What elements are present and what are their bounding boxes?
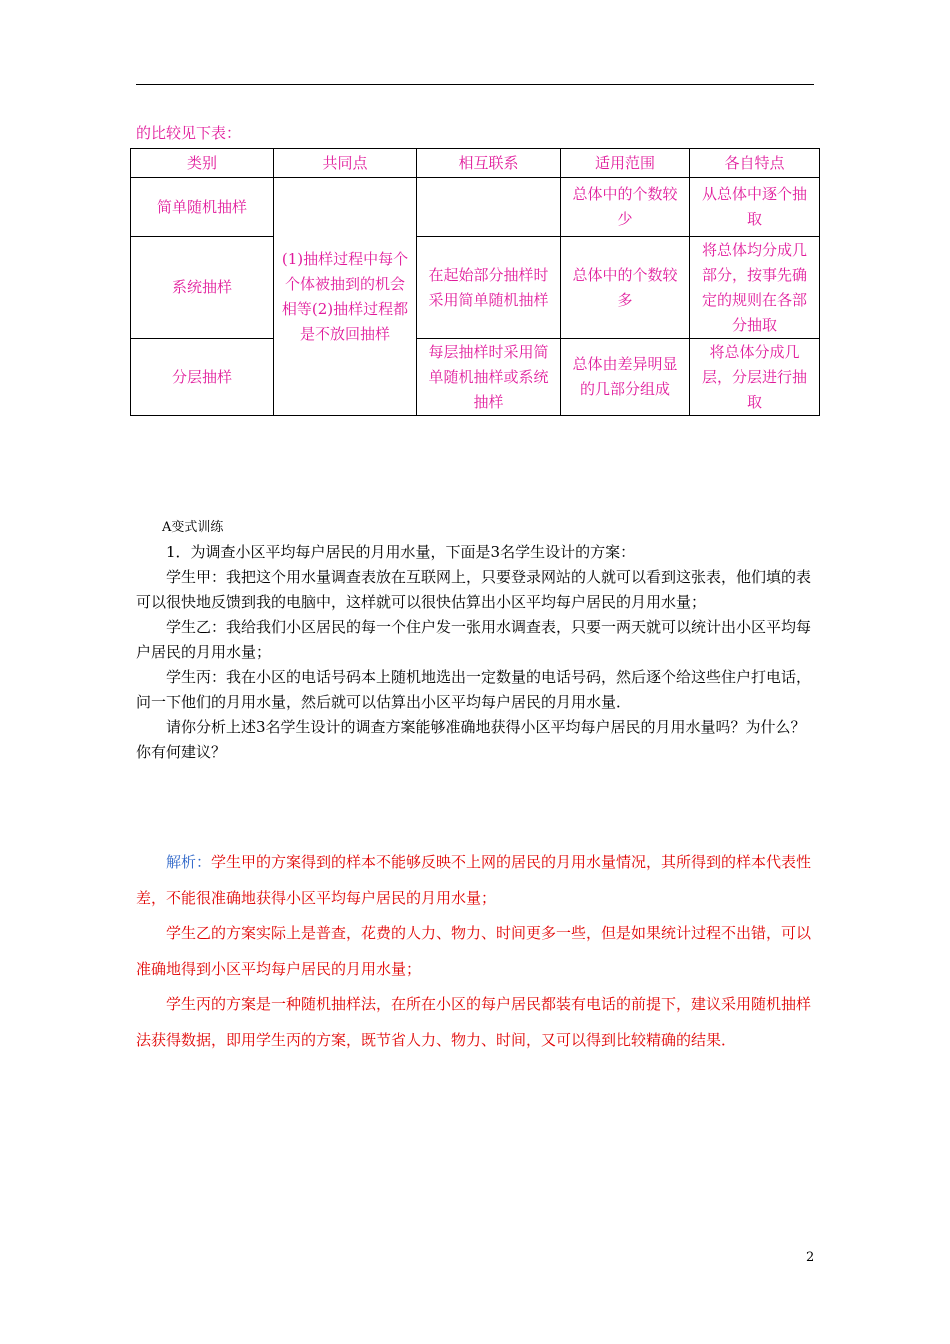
student-b-plan: 学生乙：我给我们小区居民的每一个住户发一张用水调查表，只要一两天就可以统计出小区平均每户居民的月用水量； [136,618,812,661]
table-cell-scope: 总体中的个数较少 [561,178,690,237]
table-cell-feature: 将总体分成几层，分层进行抽取 [690,339,820,416]
answer-paragraph-1 [136,845,816,916]
exercise-heading: A变式训练 [162,520,224,535]
answer-label: 解析： [166,853,212,871]
table-header: 适用范围 [561,149,690,178]
answer-paragraph-2: 学生乙的方案实际上是普查，花费的人力、物力、时间更多一些，但是如果统计过程不出错，可以准确地得到小区平均每户居民的月用水量； [136,924,812,978]
table-cell-common: (1)抽样过程中每个个体被抽到的机会相等(2)抽样过程都是不放回抽样 [274,178,417,416]
table-cell-feature: 从总体中逐个抽取 [690,178,820,237]
table-cell-link: 在起始部分抽样时采用简单随机抽样 [417,237,561,339]
sampling-comparison-table [130,148,820,416]
exercise-ask: 请你分析上述3名学生设计的调查方案能够准确地获得小区平均每户居民的月用水量吗？为什么？你有何建议？ [136,718,806,761]
table-row [131,237,820,339]
table-header-row [131,149,820,178]
table-header: 各自特点 [690,149,820,178]
table-cell-link: 每层抽样时采用简单随机抽样或系统抽样 [417,339,561,416]
table-cell-scope: 总体由差异明显的几部分组成 [561,339,690,416]
table-row [131,178,820,237]
answer-section [136,845,816,1058]
table-cell-type: 系统抽样 [131,237,274,339]
page-number: 2 [806,1250,815,1265]
table-cell-link [417,178,561,237]
exercise-section [136,515,816,765]
answer-text-1: 学生甲的方案得到的样本不能够反映不上网的居民的月用水量情况，其所得到的样本代表性差，不能很准确地获得小区平均每户居民的月用水量； [136,853,812,907]
table-cell-scope: 总体中的个数较多 [561,237,690,339]
answer-paragraph-3: 学生丙的方案是一种随机抽样法，在所在小区的每户居民都装有电话的前提下，建议采用随机抽样法获得数据，即用学生丙的方案，既节省人力、物力、时间，又可以得到比较精确的结果． [136,995,812,1049]
table-header: 相互联系 [417,149,561,178]
table-cell-type: 分层抽样 [131,339,274,416]
table-header: 共同点 [274,149,417,178]
table-cell-type: 简单随机抽样 [131,178,274,237]
table-header: 类别 [131,149,274,178]
table-row [131,339,820,416]
header-rule [136,84,814,85]
intro-text: 的比较见下表： [136,124,242,142]
student-c-plan: 学生丙：我在小区的电话号码本上随机地选出一定数量的电话号码，然后逐个给这些住户打电话，问一下他们的月用水量，然后就可以估算出小区平均每户居民的月用水量． [136,668,812,711]
table-cell-feature: 将总体均分成几部分，按事先确定的规则在各部分抽取 [690,237,820,339]
student-a-plan: 学生甲：我把这个用水量调查表放在互联网上，只要登录网站的人就可以看到这张表，他们填的表可以很快地反馈到我的电脑中，这样就可以很快估算出小区平均每户居民的月用水量； [136,568,812,611]
exercise-question: 1．为调查小区平均每户居民的月用水量，下面是3名学生设计的方案： [166,543,636,561]
